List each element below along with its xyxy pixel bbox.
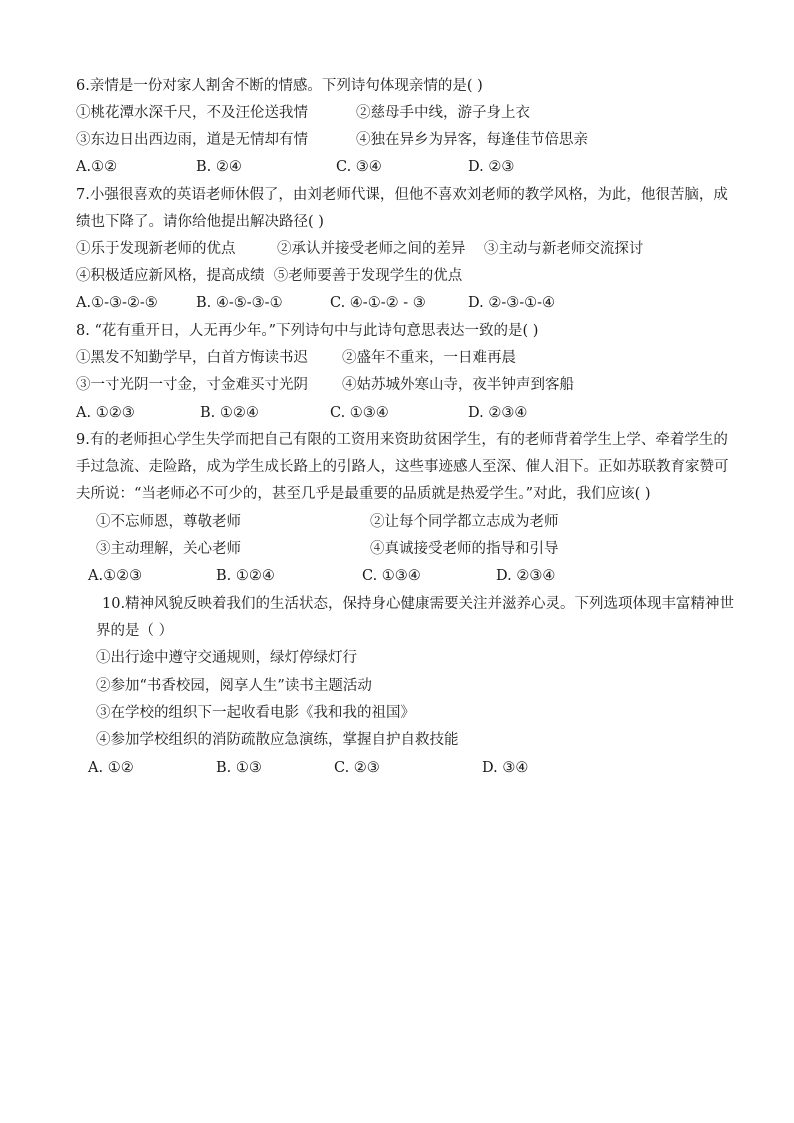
q9-item-3: ③主动理解，关心老师 <box>96 541 241 557</box>
q6-option-b: B. ②④ <box>196 159 242 175</box>
q6-item-3: ③东边日出西边雨，道是无情却有情 <box>76 132 308 148</box>
q6-option-c: C. ③④ <box>336 159 382 175</box>
q6-item-4: ④独在异乡为异客，每逢佳节倍思亲 <box>356 132 588 148</box>
q9-stem-line-3: 夫所说：“当老师必不可少的，甚至几乎是最重要的品质就是热爱学生。”对此，我们应该( ) <box>76 486 651 502</box>
q9-stem-line-2: 手过急流、走险路，成为学生成长路上的引路人，这些事迹感人至深、催人泪下。正如苏联教育家赞可 <box>76 459 729 475</box>
q7-items-line-2: ④积极适应新风格，提高成绩 ⑤老师要善于发现学生的优点 <box>76 268 463 284</box>
q10-stem-line-1: 10.精神风貌反映着我们的生活状态，保持身心健康需要关注并滋养心灵。下列选项体现丰富精神世 <box>102 596 735 612</box>
q8-item-4: ④姑苏城外寒山寺，夜半钟声到客船 <box>342 377 574 393</box>
q8-option-c: C. ①③④ <box>330 405 389 421</box>
q8-option-a: A. ①②③ <box>76 405 135 421</box>
q9-item-2: ②让每个同学都立志成为老师 <box>370 514 559 530</box>
q10-option-b: B. ①③ <box>216 760 262 776</box>
q9-option-d: D. ②③④ <box>496 568 556 584</box>
q10-stem-line-2: 界的是（ ） <box>96 623 174 639</box>
q6-option-d: D. ②③ <box>468 159 515 175</box>
q7-option-c: C. ④-①-② - ③ <box>330 295 426 311</box>
q8-item-2: ②盛年不重来，一日难再晨 <box>342 350 516 366</box>
q10-item-2: ②参加“书香校园，阅享人生”读书主题活动 <box>96 678 372 694</box>
q7-option-a: A.①-③-②-⑤ <box>76 295 158 311</box>
q9-option-a: A.①②③ <box>88 568 143 584</box>
q9-item-4: ④真诚接受老师的指导和引导 <box>370 541 559 557</box>
q6-stem: 6.亲情是一份对家人割舍不断的情感。下列诗句体现亲情的是( ) <box>76 78 483 94</box>
q7-stem-line-1: 7.小强很喜欢的英语老师休假了，由刘老师代课，但他不喜欢刘老师的教学风格，为此，他很苦脑，成 <box>76 187 728 203</box>
q9-option-c: C. ①③④ <box>362 568 421 584</box>
q10-item-1: ①出行途中遵守交通规则，绿灯停绿灯行 <box>96 650 357 666</box>
q8-item-1: ①黑发不知勤学早，白首方悔读书迟 <box>76 350 308 366</box>
q8-option-b: B. ①②④ <box>200 405 259 421</box>
q6-item-2: ②慈母手中线，游子身上衣 <box>356 105 530 121</box>
q8-option-d: D. ②③④ <box>468 405 528 421</box>
q7-option-b: B. ④-⑤-③-① <box>196 295 283 311</box>
q8-stem: 8. “花有重开日，人无再少年。”下列诗句中与此诗句意思表达一致的是( ) <box>76 323 539 339</box>
q7-items-line-1: ①乐于发现新老师的优点 ②承认并接受老师之间的差异 ③主动与新老师交流探讨 <box>76 241 644 257</box>
q7-option-d: D. ②-③-①-④ <box>468 295 556 311</box>
q10-option-a: A. ①② <box>88 760 134 776</box>
q10-option-d: D. ③④ <box>482 760 529 776</box>
q7-stem-line-2: 绩也下降了。请你给他提出解决路径( ) <box>76 214 324 230</box>
q10-item-4: ④参加学校组织的消防疏散应急演练，掌握自护自救技能 <box>96 732 459 748</box>
q9-stem-line-1: 9.有的老师担心学生失学而把自己有限的工资用来资助贫困学生，有的老师背着学生上学、牵着学生的 <box>76 432 728 448</box>
q8-item-3: ③一寸光阴一寸金，寸金难买寸光阴 <box>76 377 308 393</box>
q6-item-1: ①桃花潭水深千尺，不及汪伦送我情 <box>76 105 308 121</box>
q10-option-c: C. ②③ <box>334 760 380 776</box>
q9-option-b: B. ①②④ <box>216 568 275 584</box>
q6-option-a: A.①② <box>76 159 118 175</box>
q9-item-1: ①不忘师恩，尊敬老师 <box>96 514 241 530</box>
q10-item-3: ③在学校的组织下一起收看电影《我和我的祖国》 <box>96 705 415 721</box>
